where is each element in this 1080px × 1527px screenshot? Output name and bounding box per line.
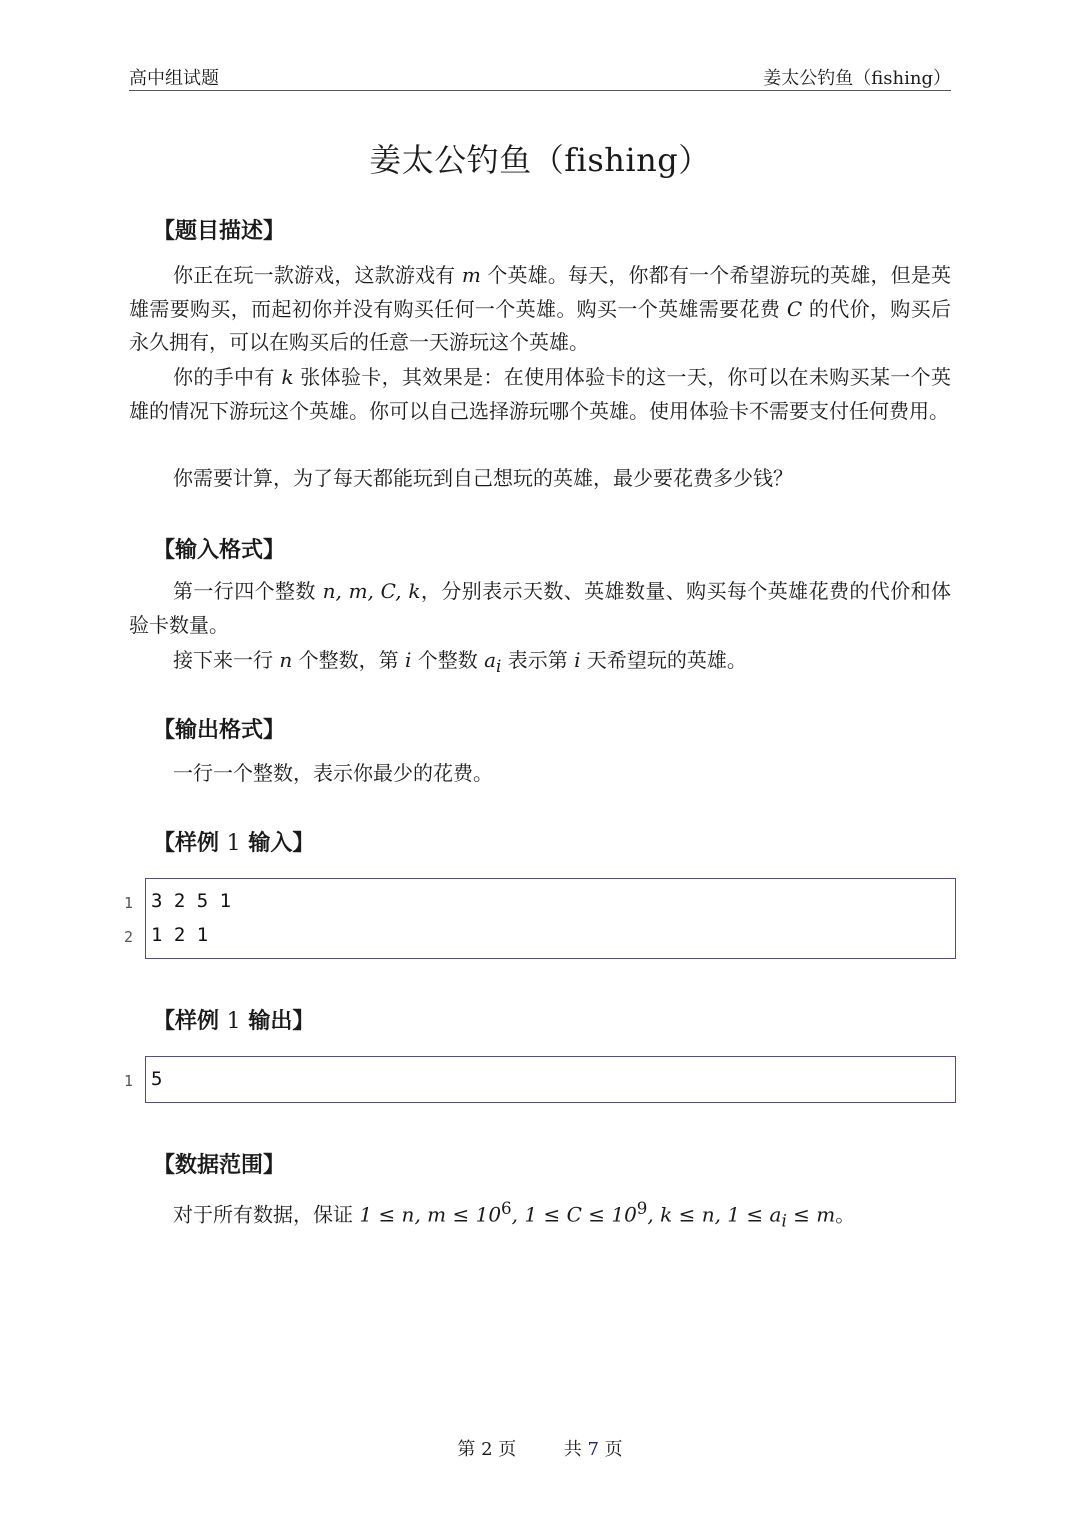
page-footer bbox=[0, 1435, 1080, 1461]
range-paragraph-1: 对于所有数据，保证 1 ≤ n, $m \le 10^6$, $1 \le C \le 10^9$, k ≤ n, $1 \le a_i \le m$。 bbox=[173, 1199, 856, 1231]
header-left: 高中组试题 bbox=[129, 68, 219, 89]
section-heading-range: 【数据范围】 bbox=[153, 1153, 286, 1178]
sample-input-box bbox=[145, 878, 956, 959]
section-heading-output: 【输出格式】 bbox=[153, 718, 286, 743]
input-paragraph-2: 接下来一行 n 个整数，第 i 个整数 $a_i$ 表示第 i 天希望玩的英雄。 bbox=[173, 648, 747, 676]
section-heading-sample-output: 【样例 1 输出】 bbox=[153, 1009, 315, 1034]
description-paragraph-1: 你正在玩一款游戏，这款游戏有 m 个英雄。每天，你都有一个希望游玩的英雄，但是英雄需要购买，而起初你并没有购买任何一个英雄。购买一个英雄需要花费 C 的代价，购买后永久拥有，可以在购买后的任意一天游玩这个英雄。 bbox=[129, 263, 952, 354]
code-line: 3 2 5 1 bbox=[151, 890, 232, 912]
section-heading-sample-input: 【样例 1 输入】 bbox=[153, 831, 315, 856]
sample-output-box bbox=[145, 1056, 956, 1103]
problem-title: 姜太公钓鱼（fishing） bbox=[369, 141, 711, 179]
line-number: 1 bbox=[123, 894, 133, 912]
input-paragraph-1: 第一行四个整数 n, m, C, k，分别表示天数、英雄数量、购买每个英雄花费的代价和体验卡数量。 bbox=[129, 579, 952, 637]
header-right: 姜太公钓鱼（fishing） bbox=[763, 68, 951, 89]
description-paragraph-2: 你的手中有 k 张体验卡，其效果是：在使用体验卡的这一天，你可以在未购买某一个英雄的情况下游玩这个英雄。你可以自己选择游玩哪个英雄。使用体验卡不需要支付任何费用。 bbox=[129, 365, 951, 423]
section-heading-input: 【输入格式】 bbox=[153, 538, 286, 563]
line-number: 2 bbox=[123, 928, 133, 946]
total-pages: 共 7 页 bbox=[563, 1439, 623, 1460]
page-number: 第 2 页 bbox=[457, 1439, 517, 1460]
section-heading-description: 【题目描述】 bbox=[153, 219, 286, 244]
description-paragraph-3: 你需要计算，为了每天都能玩到自己想玩的英雄，最少要花费多少钱？ bbox=[173, 466, 793, 490]
output-paragraph-1: 一行一个整数，表示你最少的花费。 bbox=[173, 761, 493, 785]
running-header bbox=[129, 62, 951, 91]
code-line: 5 bbox=[151, 1068, 163, 1090]
code-line: 1 2 1 bbox=[151, 924, 209, 946]
line-number: 1 bbox=[123, 1072, 133, 1090]
